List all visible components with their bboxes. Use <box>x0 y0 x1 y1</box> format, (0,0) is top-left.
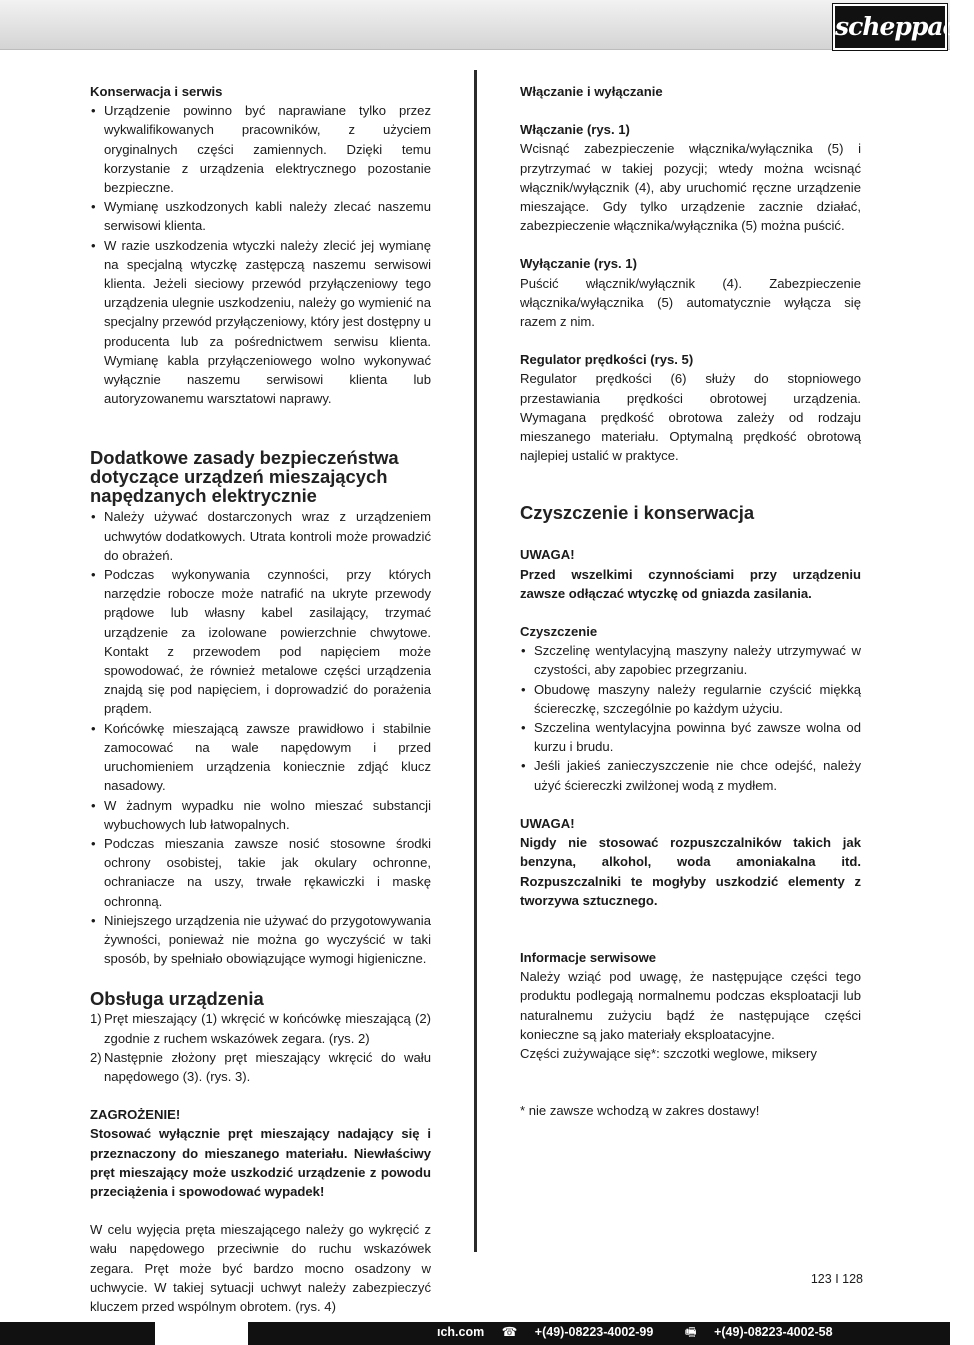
list-item: • Niniejszego urządzenia nie używać do przygotowywania żywności, ponieważ nie można go wyczyścić w taki sposób, by spełniało obowiązujące wymogi higieniczne. <box>90 911 431 969</box>
phone-icon: ☎ <box>501 1325 518 1339</box>
phone-number: +(49)-08223-4002-99 <box>534 1325 654 1339</box>
column-divider <box>474 70 477 1252</box>
list-item: • Należy używać dostarczonych wraz z urządzeniem uchwytów dodatkowych. Utrata kontroli może prowadzić do obrażeń. <box>90 507 431 565</box>
fax-icon: 🖷 <box>684 1325 697 1339</box>
warning-title: UWAGA! <box>520 815 575 831</box>
operation-steps <box>90 1009 431 1086</box>
maintenance-list <box>90 101 431 408</box>
speed-text: Regulator prędkości (6) służy do stopniowego przestawiania prędkości obrotowej urządzenia. Wymagana prędkość obrotowa zależy od rodzaju mieszanego materiału. Optymalną prędkość obrotową najlepiej ustalić w praktyce. <box>520 371 861 464</box>
list-item <box>90 1009 431 1047</box>
warning-title: UWAGA! <box>520 547 575 563</box>
section-title-onoff: Włączanie i wyłączanie <box>520 84 663 99</box>
right-column <box>520 82 861 1120</box>
operation-paragraph: W celu wyjęcia pręta mieszającego należy go wykręcić z wału napędowego przeciwnie do ruchu wskazówek zegara. Pręt może być bardzo mocno osadzony w uchwycie. W takiej sytuacji uchwyt należy zabezpieczyć kluczem przed wspólnym obrotem. (rys. 4) <box>90 1222 431 1314</box>
service-text: Należy wziąć pod uwagę, że następujące części tego produktu podlegają normalnemu podczas eksploatacji lub naturalnemu zużyciu bądź że następujące części konieczne są jako materiały eksploatacyjne. <box>520 969 861 1042</box>
subsection-title-on: Włączanie (rys. 1) <box>520 122 630 138</box>
safety-list <box>90 507 431 968</box>
list-item: • W razie uszkodzenia wtyczki należy zlecić jej wymianę na specjalną wtyczkę zastępczą naszemu serwisowi klienta. Jeżeli sieciowy przewód przyłączeniowy tego urządzenia ulegnie uszkodzeniu, należy go wymienić na specjalny przewód przyłączeniowy, który jest dostępny u producenta lub za pośrednictwem serwisu klienta. Wymianę kabla przyłączeniowego wolno wykonywać wyłącznie naszemu serwisowi klienta lub autoryzowanemu warsztatowi naprawy. <box>90 236 431 409</box>
list-item: • Szczelina wentylacyjna powinna być zawsze wolna od kurzu i brudu. <box>520 718 861 756</box>
off-text: Puścić włącznik/wyłącznik (4). Zabezpieczenie włącznika/wyłącznika (5) automatycznie wyłącza się razem z nim. <box>520 275 861 330</box>
page-number: 123 I 128 <box>810 1272 863 1286</box>
list-item <box>90 1048 431 1086</box>
footnote: * nie zawsze wchodzą w zakres dostawy! <box>520 1103 760 1119</box>
warning-text: Przed wszelkimi czynnościami przy urządzeniu zawsze odłączać wtyczkę od gniazda zasilania. <box>520 566 861 601</box>
left-column <box>90 82 431 1316</box>
list-item: • Urządzenie powinno być naprawiane tylko przez wykwalifikowanych pracowników, z użyciem oryginalnych części zamiennych. Dzięki temu korzystanie z urządzenia elektrycznego pozostanie bezpieczne. <box>90 101 431 197</box>
warning-text: Nigdy nie stosować rozpuszczalników takich jak benzyna, alkohol, woda amoniakalna itd. Rozpuszczalniki te mogłyby uszkodzić elementy z tworzywa sztucznego. <box>520 835 861 908</box>
list-item: • Szczelinę wentylacyjną maszyny należy utrzymywać w czystości, aby zapobiec przegrzaniu. <box>520 641 861 679</box>
list-item: • Jeśli jakieś zanieczyszczenie nie chce odejść, należy użyć ściereczki zwilżonej wodą z mydłem. <box>520 756 861 794</box>
wear-parts-text: Części zużywające się*: szczotki weglowe, miksery <box>520 1045 817 1061</box>
step-number: 1) <box>90 1011 102 1027</box>
footer-gap <box>155 1322 248 1345</box>
subsection-title-cleaning: Czyszczenie <box>520 624 598 640</box>
on-text: Wcisnąć zabezpieczenie włącznika/wyłącznika (5) i przytrzymać w takiej pozycji; wtedy można wcisnąć włącznik/wyłącznik (4), aby uruchomić ręczne urządzenie mieszające. Gdy tylko urządzenie zacznie działać, zabezpieczenie włącznika/wyłącznika (5) można puścić. <box>520 141 861 234</box>
list-item: • W żadnym wypadku nie wolno mieszać substancji wybuchowych lub łatwopalnych. <box>90 796 431 834</box>
brand-logo: scheppach <box>833 4 947 50</box>
step-text: Następnie złożony pręt mieszający wkręcić do wału napędowego (3). (rys. 3). <box>104 1049 431 1084</box>
step-text: Pręt mieszający (1) wkręcić w końcówkę mieszającą (2) zgodnie z ruchem wskazówek zegara. (rys. 2) <box>104 1011 431 1046</box>
cleaning-list <box>520 641 861 795</box>
header-bar <box>0 0 974 50</box>
list-item: • Podczas wykonywania czynności, przy których narzędzie robocze może natrafić na ukryte przewody prądowe lub własny kabel zasilający, trzymać urządzenie za izolowane powierzchnie chwytowe. Kontakt z przewodem pod napięciem może spowodować, że również metalowe części urządzenia znajdą się pod napięciem, i doprowadzić do porażenia prądem. <box>90 565 431 719</box>
subsection-title-service: Informacje serwisowe <box>520 949 657 965</box>
step-number: 2) <box>90 1049 102 1065</box>
subsection-title-speed: Regulator prędkości (rys. 5) <box>520 352 694 368</box>
danger-title: ZAGROŻENIE! <box>90 1107 181 1123</box>
section-title-cleaning: Czyszczenie i konserwacja <box>520 502 755 524</box>
footer-phone <box>502 1325 668 1339</box>
fax-number: +(49)-08223-4002-58 <box>714 1325 833 1339</box>
list-item: • Podczas mieszania zawsze nosić stosowne środki ochrony osobistej, takie jak okulary ochronne, ochraniacze na uszy, trwałe rękawiczki i maskę ochronną. <box>90 834 431 911</box>
footer-contact <box>437 1322 861 1345</box>
danger-text: Stosować wyłącznie pręt mieszający nadający się i przeznaczony do mieszanego materiału. Niewłaściwy pręt mieszający może uszkodzić urządzenie z powodu przeciążenia i spowodować wypadek! <box>90 1126 431 1199</box>
footer-website: ıch.com <box>437 1325 485 1339</box>
section-title-operation: Obsługa urządzenia <box>90 988 264 1010</box>
list-item: • Wymianę uszkodzonych kabli należy zlecać naszemu serwisowi klienta. <box>90 197 431 235</box>
section-title-safety: Dodatkowe zasady bezpieczeństwa dotyczące urządzeń mieszających napędzanych elektrycznie <box>90 447 399 507</box>
section-title-maintenance: Konserwacja i serwis <box>90 84 223 99</box>
subsection-title-off: Wyłączanie (rys. 1) <box>520 256 637 272</box>
footer-fax <box>685 1325 847 1339</box>
list-item: • Końcówkę mieszającą zawsze prawidłowo i stabilnie zamocować na wale napędowym i przed uruchomieniem urządzenia koniecznie zdjąć klucz nasadowy. <box>90 719 431 796</box>
list-item: • Obudowę maszyny należy regularnie czyścić miękką ściereczkę, szczególnie po każdym użyciu. <box>520 680 861 718</box>
